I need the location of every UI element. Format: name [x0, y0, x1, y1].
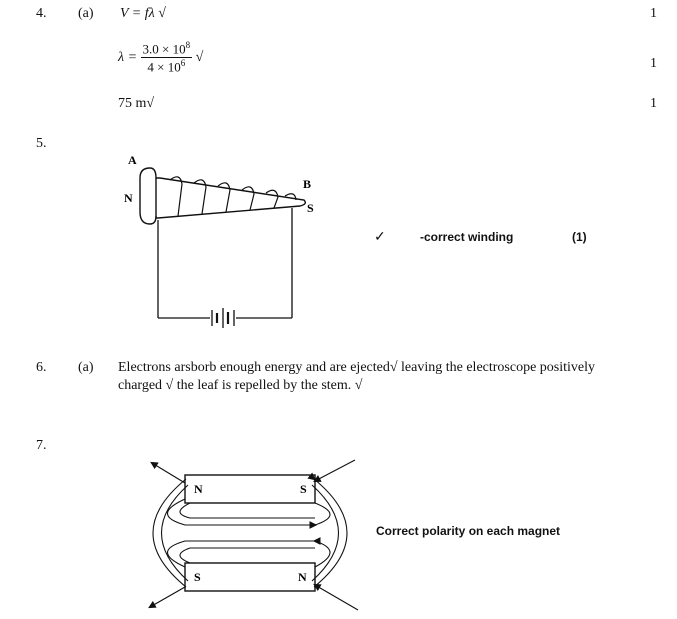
- q5-electromagnet-diagram: [110, 150, 340, 330]
- q7-note: Correct polarity on each magnet: [376, 524, 561, 538]
- q4-lambda-tick: √: [195, 49, 204, 65]
- q7-bottom-magnet: [185, 563, 315, 591]
- q4-line1: V = fλ √: [120, 6, 166, 21]
- q5-circuit-wires: [158, 208, 292, 318]
- q7-top-magnet: [185, 475, 315, 503]
- q5-battery-icon: [212, 308, 234, 328]
- q4-lambda-equation: [118, 40, 203, 76]
- q5-label-b: B: [303, 177, 312, 191]
- q7-number: 7.: [36, 438, 47, 453]
- q6-part: (a): [78, 360, 94, 375]
- q5-nail-core: [140, 168, 305, 224]
- q5-label-a: A: [128, 153, 137, 167]
- q4-line3-mark: 1: [650, 96, 657, 111]
- q5-note: -correct winding: [420, 230, 514, 244]
- q4-line3: 75 m√: [118, 96, 155, 111]
- q4-num-exp: 8: [185, 40, 191, 50]
- q6-number: 6.: [36, 360, 47, 375]
- q7-bottom-s: S: [194, 570, 201, 584]
- q7-top-s: S: [300, 482, 307, 496]
- q4-part: (a): [78, 6, 94, 21]
- q4-line2-mark: 1: [650, 56, 657, 71]
- q4-den-exp: 6: [180, 58, 186, 69]
- q6-line1: Electrons arsborb enough energy and are ejected√ leaving the electroscope positively: [118, 360, 596, 375]
- q4-lambda-fraction: [141, 40, 193, 76]
- q5-mark: (1): [572, 230, 587, 244]
- q4-lambda-numerator: [141, 40, 193, 58]
- q5-label-n: N: [124, 191, 133, 205]
- q4-lambda-denominator: [141, 58, 193, 75]
- q4-number: 4.: [36, 6, 47, 21]
- q5-tick-icon: ✓: [374, 230, 386, 245]
- q7-bottom-n: N: [298, 570, 307, 584]
- q5-label-s: S: [307, 201, 314, 215]
- q6-line2: charged √ the leaf is repelled by the stem. √: [118, 378, 363, 393]
- q4-lambda-lhs: λ =: [118, 49, 138, 65]
- q4-line1-mark: 1: [650, 6, 657, 21]
- q7-top-n: N: [194, 482, 203, 496]
- q7-magnets-diagram: [130, 455, 380, 615]
- q4-den-base: 4 × 10: [147, 59, 181, 75]
- q5-number: 5.: [36, 136, 47, 151]
- q4-num-base: 3.0 × 10: [142, 41, 186, 57]
